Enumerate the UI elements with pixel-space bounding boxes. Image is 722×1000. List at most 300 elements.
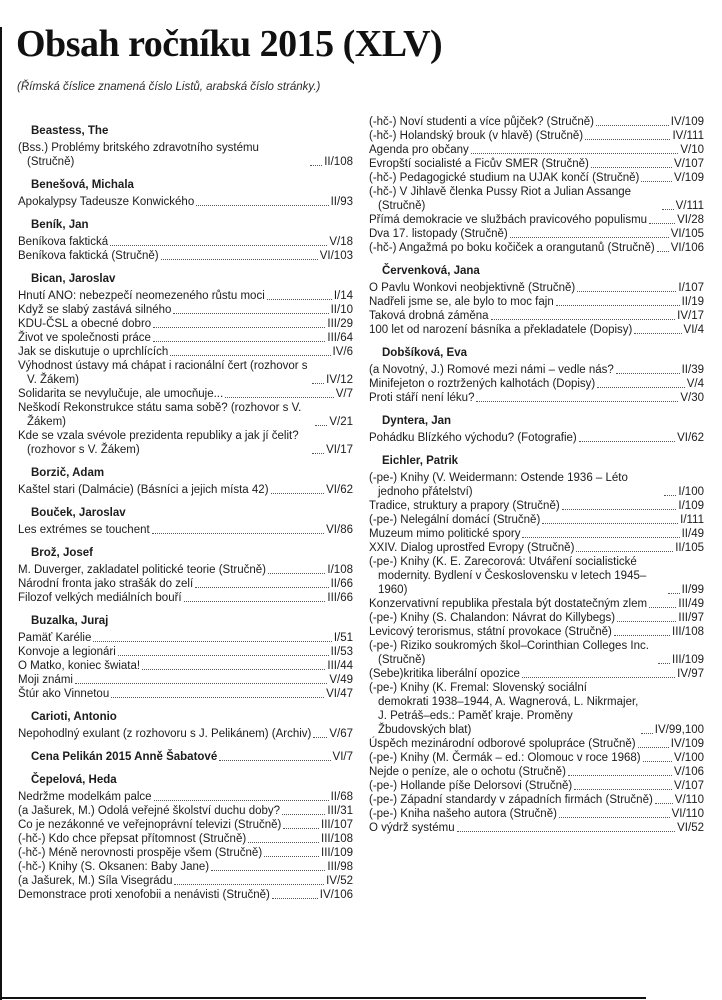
dot-leader (111, 697, 324, 698)
toc-entry (18, 727, 353, 741)
page-ref: III/31 (327, 804, 353, 817)
toc-entry (18, 832, 353, 846)
dot-leader (313, 737, 327, 738)
entry-title: Úspěch mezinárodní odborové spolupráce (Stručně) (369, 737, 636, 750)
page-ref: II/39 (681, 363, 704, 376)
page-title: Obsah ročníku 2015 (XLV) (16, 23, 443, 65)
entry-title: Minifejeton o roztržených kalhotách (Dopisy) (369, 377, 596, 390)
toc-columns (18, 115, 704, 902)
entry-title: Přímá demokracie ve službách pravicového populismu (369, 213, 648, 226)
toc-column (369, 115, 704, 902)
author-heading: Dobšíková, Eva (382, 346, 468, 359)
award-line (18, 750, 353, 764)
page-edge-line-left (0, 27, 2, 1000)
toc-entry (18, 673, 353, 687)
page-ref: VI/62 (677, 431, 704, 444)
dot-leader (649, 607, 676, 608)
page-ref: I/107 (678, 281, 704, 294)
page-ref: IV/97 (677, 667, 704, 680)
toc-entry (369, 737, 704, 751)
page-ref: VI/52 (677, 821, 704, 834)
page-ref: III/109 (321, 846, 353, 859)
toc-section (18, 218, 353, 263)
entry-title: Levicový terorismus, státní provokace (Stručně) (369, 625, 612, 638)
toc-entry (369, 171, 704, 185)
entry-title: (-pe-) Knihy (V. Weidermann: Ostende 1936 – Léto jednoho přátelství) (369, 471, 628, 498)
toc-entry (369, 323, 704, 337)
dot-leader (568, 775, 672, 776)
toc-entry (18, 888, 353, 902)
page-ref: VI/105 (670, 227, 704, 240)
page-ref: II/19 (681, 295, 704, 308)
page-ref: I/109 (678, 499, 704, 512)
dot-leader (591, 167, 672, 168)
page-ref: III/29 (327, 317, 353, 330)
author-heading: Carioti, Antonio (31, 710, 117, 723)
dot-leader (153, 327, 325, 328)
entry-title: (-pe-) Knihy (K. E. Zarecorová: Utváření socialistické modernity. Bydlení v Československu v letech 1945–1960) (369, 555, 647, 596)
dot-leader (542, 523, 678, 524)
entry-title: Demonstrace proti xenofobii a nenávisti (Stručně) (18, 888, 270, 901)
dot-leader (576, 551, 673, 552)
entry-title: O Pavlu Wonkovi neobjektivně (Stručně) (369, 281, 576, 294)
dot-leader (118, 655, 329, 656)
toc-column (18, 115, 353, 902)
toc-entry (18, 249, 353, 263)
dot-leader (662, 209, 674, 210)
entry-title: (-pe-) Knihy (M. Čermák – ed.: Olomouc v roce 1968) (369, 751, 641, 764)
toc-entry (369, 157, 704, 171)
entry-title: KDU-ČSL a obecné dobro (18, 317, 152, 330)
page-ref: V/21 (329, 415, 353, 428)
dot-leader (142, 669, 325, 670)
dot-leader (315, 425, 327, 426)
toc-entry (18, 591, 353, 605)
page-ref: III/98 (327, 860, 353, 873)
toc-entry (369, 611, 704, 625)
toc-entry (18, 387, 353, 401)
toc-entry (369, 667, 704, 681)
entry-title: Neškodí Rekonstrukce státu sama sobě? (rozhovor s V. Žákem) (18, 401, 302, 428)
author-heading: Bouček, Jaroslav (31, 506, 126, 519)
dot-leader (312, 453, 324, 454)
dot-leader (154, 800, 329, 801)
dot-leader (195, 587, 328, 588)
entry-title: (Sebe)kritika liberální opozice (369, 667, 520, 680)
entry-title: Jak se diskutuje o uprchlících (18, 345, 169, 358)
dot-leader (225, 397, 334, 398)
entry-title: Hnutí ANO: nebezpečí neomezeného růstu moci (18, 289, 265, 302)
dot-leader (219, 760, 330, 761)
entry-title: (-hč-) Holandský brouk (v hlavě) (Stručně) (369, 129, 584, 142)
page-ref: IV/6 (332, 345, 353, 358)
dot-leader (668, 593, 680, 594)
entry-title: Nedržme modelkám palce (18, 790, 152, 803)
entry-title: O Matko, koniec šwiata! (18, 659, 141, 672)
entry-title: (-hč-) Pedagogické studium na UJAK končí (Stručně) (369, 171, 640, 184)
toc-entry (18, 289, 353, 303)
toc-entry (18, 846, 353, 860)
dot-leader (282, 814, 325, 815)
dot-leader (655, 803, 673, 804)
entry-title: Dva 17. listopady (Stručně) (369, 227, 508, 240)
toc-entry (18, 345, 353, 359)
toc-section (18, 124, 353, 169)
page-ref: I/51 (333, 631, 353, 644)
dot-leader (248, 842, 319, 843)
page-ref: I/14 (333, 289, 353, 302)
dot-leader (267, 299, 332, 300)
toc-entry (18, 818, 353, 832)
page-ref: IV/106 (319, 888, 353, 901)
page-ref: II/66 (330, 577, 353, 590)
toc-entry (369, 363, 704, 377)
entry-title: Když se slabý zastává silného (18, 303, 172, 316)
dot-leader (476, 401, 678, 402)
dot-leader (596, 125, 669, 126)
toc-entry (369, 143, 704, 157)
toc-entry (369, 213, 704, 227)
toc-section (18, 506, 353, 537)
page-ref: IV/111 (672, 129, 704, 142)
dot-leader (312, 383, 324, 384)
author-heading: Bican, Jaroslav (31, 272, 116, 285)
page-ref: VI/106 (670, 241, 704, 254)
entry-title: Proti stáří není léku? (369, 391, 475, 404)
toc-section (369, 115, 704, 255)
page-ref: VI/62 (326, 483, 353, 496)
dot-leader (471, 153, 679, 154)
page-ref: V/30 (680, 391, 704, 404)
author-heading: Beník, Jan (31, 218, 89, 231)
dot-leader (597, 387, 684, 388)
toc-section (18, 750, 353, 764)
entry-title: Solidarita se nevylučuje, ale umocňuje... (18, 387, 224, 400)
toc-entry (18, 359, 353, 387)
page-ref: III/107 (321, 818, 353, 831)
dot-leader (161, 259, 318, 260)
toc-section (18, 272, 353, 457)
entry-title: Výhodnost ústavy má chápat i racionální čert (rozhovor s V. Žákem) (18, 359, 308, 386)
toc-entry (369, 295, 704, 309)
toc-entry (18, 195, 353, 209)
entry-title: Národní fronta jako strašák do zelí (18, 577, 194, 590)
entry-title: Kde se vzala svévole prezidenta republiky a jak jí čelit? (rozhovor s V. Žákem) (18, 429, 299, 456)
toc-section (369, 414, 704, 445)
entry-title: Život ve společnosti práce (18, 331, 151, 344)
entry-title: (-pe-) Knihy (K. Fremal: Slovenský sociální demokrati 1938–1944, A. Wagnerová, L. Nikrmajer, J. Petráš–eds.: Paměť kraje. Proměny Žbudovských blat) (369, 681, 639, 736)
entry-title: Filozof velkých mediálních bouří (18, 591, 182, 604)
author-heading: Dyntera, Jan (382, 414, 452, 427)
page-ref: V/67 (329, 727, 353, 740)
entry-title: XXIV. Dialog uprostřed Evropy (Stručně) (369, 541, 575, 554)
toc-entry (18, 645, 353, 659)
entry-title: (a Jašurek, M.) Síla Visegrádu (18, 874, 173, 887)
dot-leader (577, 291, 676, 292)
author-heading: Červenková, Jana (382, 264, 480, 277)
dot-leader (657, 251, 669, 252)
page-ref: V/111 (675, 199, 704, 212)
page-ref: V/109 (673, 171, 704, 184)
page-ref: IV/99,100 (654, 723, 704, 736)
dot-leader (556, 305, 680, 306)
toc-entry (18, 577, 353, 591)
page-edge-line-bottom (0, 997, 646, 999)
page-ref: I/108 (327, 563, 353, 576)
entry-title: (-hč-) Knihy (S. Oksanen: Baby Jane) (18, 860, 210, 873)
toc-entry (369, 471, 704, 499)
author-heading: Čepelová, Heda (31, 773, 117, 786)
page-ref: III/44 (327, 659, 353, 672)
dot-leader (173, 313, 328, 314)
entry-title: (-pe-) Kniha našeho autora (Stručně) (369, 807, 557, 820)
dot-leader (664, 495, 676, 496)
entry-title: 100 let od narození básníka a překladatele (Dopisy) (369, 323, 633, 336)
page-ref: VI/7 (332, 750, 353, 763)
page-ref: III/108 (321, 832, 353, 845)
page-ref: V/100 (673, 751, 704, 764)
entry-title: Nejde o peníze, ale o ochotu (Stručně) (369, 765, 566, 778)
page-ref: VI/103 (319, 249, 353, 262)
page-ref: V/18 (329, 235, 353, 248)
toc-entry (369, 513, 704, 527)
dot-leader (641, 733, 653, 734)
toc-section (369, 264, 704, 337)
page-ref: V/107 (673, 779, 704, 792)
entry-title: Apokalypsy Tadeusze Konwického (18, 195, 195, 208)
dot-leader (110, 245, 327, 246)
entry-title: Beníkova faktická (18, 235, 109, 248)
entry-title: Agenda pro občany (369, 143, 469, 156)
toc-entry (18, 563, 353, 577)
dot-leader (638, 747, 669, 748)
dot-leader (658, 663, 670, 664)
entry-title: Štúr ako Vinnetou (18, 687, 110, 700)
toc-entry (18, 429, 353, 457)
toc-entry (18, 235, 353, 249)
toc-entry (369, 281, 704, 295)
award-title: Cena Pelikán 2015 Anně Šabatové (31, 750, 218, 763)
dot-leader (510, 237, 669, 238)
dot-leader (184, 601, 326, 602)
entry-title: Nadřeli jsme se, ale bylo to moc fajn (369, 295, 554, 308)
toc-entry (369, 639, 704, 667)
page-ref: VI/47 (326, 687, 353, 700)
entry-title: (a Jašurek, M.) Odolá veřejné školství duchu doby? (18, 804, 281, 817)
toc-entry (369, 555, 704, 597)
toc-entry (369, 751, 704, 765)
entry-title: O výdrž systému (369, 821, 455, 834)
toc-entry (369, 185, 704, 213)
entry-title: (a Novotný, J.) Romové mezi námi – vedle nás? (369, 363, 614, 376)
entry-title: Tradice, struktury a prapory (Stručně) (369, 499, 560, 512)
toc-entry (18, 331, 353, 345)
page-ref: III/49 (678, 597, 704, 610)
dot-leader (579, 441, 675, 442)
page-ref: II/108 (324, 155, 353, 168)
page-ref: VI/110 (671, 807, 704, 820)
entry-title: (-hč-) Méně nerovnosti prospěje všem (Stručně) (18, 846, 263, 859)
entry-title: (-pe-) Západní standardy v západních firmách (Stručně) (369, 793, 653, 806)
dot-leader (196, 205, 328, 206)
page-ref: IV/109 (670, 115, 704, 128)
toc-entry (369, 391, 704, 405)
dot-leader (170, 355, 330, 356)
entry-title: Moji známi (18, 673, 73, 686)
page-ref: VI/86 (326, 523, 353, 536)
toc-entry (18, 523, 353, 537)
entry-title: Taková drobná záměna (369, 309, 489, 322)
entry-title: (-hč-) Kdo chce přepsat přítomnost (Stručně) (18, 832, 247, 845)
toc-section (18, 773, 353, 902)
entry-title: (-hč-) Angažmá po boku kočiček a orangutanů (Stručně) (369, 241, 655, 254)
author-heading: Benešová, Michala (31, 178, 134, 191)
page-ref: III/97 (678, 611, 704, 624)
dot-leader (268, 573, 325, 574)
toc-entry (18, 303, 353, 317)
page-ref: III/108 (672, 625, 704, 638)
dot-leader (153, 341, 325, 342)
toc-section (18, 710, 353, 741)
entry-title: Pamäť Karélie (18, 631, 92, 644)
entry-title: (-hč-) Noví studenti a více půjček? (Stručně) (369, 115, 594, 128)
entry-title: Co je nezákonné ve veřejnoprávní televizi (Stručně) (18, 818, 282, 831)
page-ref: II/68 (330, 790, 353, 803)
dot-leader (649, 223, 675, 224)
toc-entry (369, 625, 704, 639)
page-ref: IV/52 (326, 874, 353, 887)
toc-section (18, 466, 353, 497)
entry-title: (-hč-) V Jihlavě členka Pussy Riot a Julian Assange (Stručně) (369, 185, 632, 212)
toc-entry (369, 115, 704, 129)
dot-leader (271, 493, 325, 494)
toc-entry (18, 483, 353, 497)
author-heading: Borzič, Adam (31, 466, 105, 479)
entry-title: (-pe-) Riziko soukromých škol–Corinthian Colleges Inc. (Stručně) (369, 639, 649, 666)
entry-title: Evropští socialisté a Ficův SMER (Stručně) (369, 157, 589, 170)
page-ref: II/49 (681, 527, 704, 540)
entry-title: (Bss.) Problémy britského zdravotního systému (Stručně) (18, 141, 259, 168)
toc-entry (18, 659, 353, 673)
page-ref: VI/17 (326, 443, 353, 456)
toc-entry (18, 631, 353, 645)
toc-entry (369, 527, 704, 541)
entry-title: M. Duverger, zakladatel politické teorie (Stručně) (18, 563, 266, 576)
dot-leader (522, 677, 675, 678)
toc-entry (369, 793, 704, 807)
entry-title: Nepohodlný exulant (z rozhovoru s J. Pelikánem) (Archiv) (18, 727, 312, 740)
entry-title: Konvoje a legionári (18, 645, 116, 658)
author-heading: Beastess, The (31, 124, 109, 137)
dot-leader (559, 817, 670, 818)
toc-entry (18, 860, 353, 874)
dot-leader (641, 181, 672, 182)
author-heading: Eichler, Patrik (382, 454, 459, 467)
page-ref: V/10 (680, 143, 704, 156)
dot-leader (174, 884, 324, 885)
toc-entry (369, 821, 704, 835)
page-ref: II/105 (675, 541, 704, 554)
page-ref: VI/28 (677, 213, 704, 226)
page-ref: III/109 (672, 653, 704, 666)
toc-entry (369, 227, 704, 241)
dot-leader (264, 856, 319, 857)
toc-entry (18, 804, 353, 818)
entry-title: (-pe-) Hollande píše Delorsovi (Stručně) (369, 779, 573, 792)
toc-entry (369, 377, 704, 391)
dot-leader (585, 139, 670, 140)
dot-leader (152, 533, 324, 534)
entry-title: Les extrémes se touchent (18, 523, 150, 536)
page-subtitle: (Římská číslice znamená číslo Listů, arabská číslo stránky.) (17, 80, 321, 93)
dot-leader (574, 789, 672, 790)
entry-title: Muzeum mimo politické spory (369, 527, 521, 540)
page-ref: V/110 (674, 793, 704, 806)
toc-entry (369, 241, 704, 255)
page-ref: II/93 (330, 195, 353, 208)
entry-title: (-pe-) Knihy (S. Chalandon: Návrat do Killybegs) (369, 611, 616, 624)
toc-entry (369, 431, 704, 445)
page-ref: IV/17 (677, 309, 704, 322)
page-ref: VI/4 (683, 323, 704, 336)
toc-entry (369, 499, 704, 513)
toc-entry (369, 779, 704, 793)
page-ref: V/107 (673, 157, 704, 170)
dot-leader (93, 641, 331, 642)
dot-leader (457, 831, 676, 832)
entry-title: Kaštel stari (Dalmácie) (Básníci a jejich místa 42) (18, 483, 269, 496)
dot-leader (75, 683, 327, 684)
dot-leader (272, 898, 318, 899)
toc-entry (18, 874, 353, 888)
dot-leader (614, 635, 670, 636)
toc-section (18, 614, 353, 701)
author-heading: Brož, Josef (31, 546, 93, 559)
dot-leader (634, 333, 681, 334)
dot-leader (211, 870, 325, 871)
dot-leader (617, 621, 676, 622)
page-ref: V/7 (335, 387, 353, 400)
dot-leader (283, 828, 319, 829)
entry-title: Konzervativní republika přestala být dostatečným zlem (369, 597, 648, 610)
page-ref: III/66 (327, 591, 353, 604)
dot-leader (616, 373, 680, 374)
entry-title: (-pe-) Nelegální domácí (Stručně) (369, 513, 541, 526)
toc-entry (369, 807, 704, 821)
dot-leader (310, 165, 322, 166)
toc-section (369, 454, 704, 835)
dot-leader (562, 509, 677, 510)
page-ref: II/10 (330, 303, 353, 316)
dot-leader (491, 319, 676, 320)
page-ref: II/99 (681, 583, 704, 596)
entry-title: Beníkova faktická (Stručně) (18, 249, 159, 262)
page-ref: IV/109 (670, 737, 704, 750)
toc-entry (18, 401, 353, 429)
page-ref: I/111 (680, 513, 704, 526)
toc-section (18, 546, 353, 605)
page-ref: IV/12 (326, 373, 353, 386)
author-heading: Buzalka, Juraj (31, 614, 109, 627)
toc-entry (18, 141, 353, 169)
page-ref: V/106 (673, 765, 704, 778)
toc-entry (369, 309, 704, 323)
dot-leader (643, 761, 672, 762)
page-ref: I/100 (678, 485, 704, 498)
toc-entry (369, 681, 704, 737)
toc-entry (369, 765, 704, 779)
toc-entry (369, 129, 704, 143)
